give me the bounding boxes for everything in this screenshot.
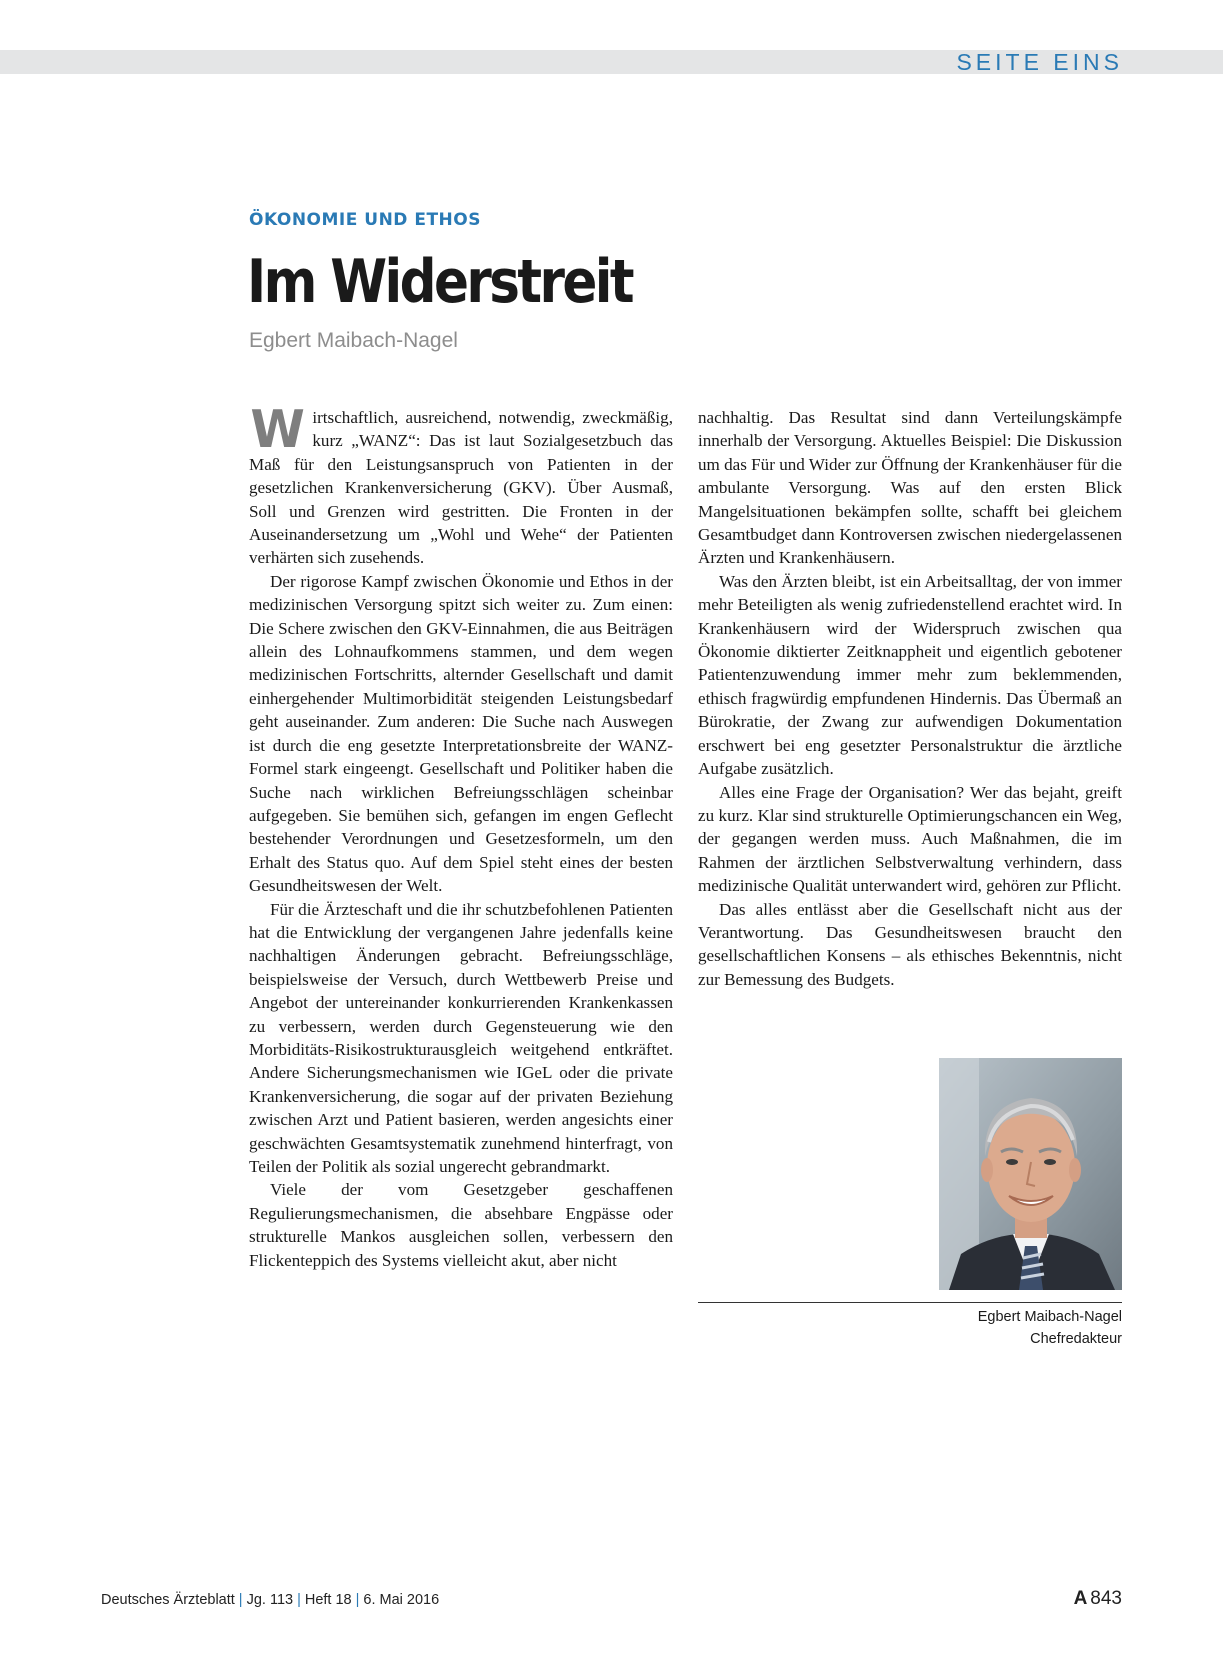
author-portrait <box>939 1058 1122 1290</box>
article-column-right <box>698 406 1122 991</box>
caption-name: Egbert Maibach-Nagel <box>977 1309 1122 1325</box>
footer-date: 6. Mai 2016 <box>363 1592 440 1608</box>
page-prefix: A <box>1073 1588 1088 1609</box>
footer-issue: Heft 18 <box>304 1592 352 1608</box>
footer-separator: | <box>238 1592 243 1608</box>
portrait-caption <box>978 1306 1122 1350</box>
article-paragraph <box>249 400 673 570</box>
article-kicker: ÖKONOMIE UND ETHOS <box>249 210 481 230</box>
footer-citation <box>101 1592 439 1608</box>
article-title: Im Widerstreit <box>247 247 632 317</box>
section-tag: SEITE EINS <box>956 49 1123 75</box>
page-number <box>1074 1588 1122 1610</box>
page-number-value: 843 <box>1090 1588 1122 1609</box>
paragraph-text: irtschaftlich, ausreichend, notwendig, zweckmäßig, kurz „WANZ“: Das ist laut Sozialgesetzbuch das Maß für den Leistungsanspruch von Patienten in der gesetzlichen Krankenversicherung (GKV). Über Ausmaß, Soll und Grenzen wird gestritten. Die Fronten in der Auseinandersetzung um „Wohl und Wehe“ der Patienten verhärten sich zusehends. <box>249 408 673 568</box>
drop-cap: W <box>250 400 305 460</box>
footer-journal: Deutsches Ärzteblatt <box>101 1592 235 1608</box>
article-column-left <box>249 400 673 1272</box>
article-paragraph: Das alles entlässt aber die Gesellschaft nicht aus der Verantwortung. Das Gesundheitswesen braucht den gesellschaftlichen Konsens – als ethisches Bekenntnis, nicht zur Bemessung des Budgets. <box>698 899 1122 989</box>
footer-volume: Jg. 113 <box>246 1592 294 1608</box>
article-paragraph: Viele der vom Gesetzgeber geschaffenen Regulierungsmechanismen, die absehbare Engpässe oder strukturelle Mankos ausgleichen sollen, verbessern den Flickenteppich des Systems vielleicht akut, aber nicht <box>249 1180 673 1270</box>
caption-rule <box>698 1302 1122 1303</box>
article-paragraph: Für die Ärzteschaft und die ihr schutzbefohlenen Patienten hat die Entwicklung der vergangenen Jahre jedenfalls keine nachhaltigen Änderungen gebracht. Befreiungsschläge, beispielsweise der Versuch, durch Wettbewerb Preise und Angebot der untereinander konkurrierenden Krankenkassen zu verbessern, werden durch Gegensteuerung wie den Morbiditäts-Risikostrukturausgleich weitgehend entkräftet. Andere Sicherungsmechanismen wie IGeL oder die private Krankenversicherung, die sogar auf der privaten Beziehung zwischen Arzt und Patient basieren, werden angesichts einer geschwächten Gesamtsystematik zunehmend hinterfragt, von Teilen der Politik als sozial ungerecht gebrandmarkt. <box>249 899 673 1176</box>
article-paragraph: nachhaltig. Das Resultat sind dann Verteilungskämpfe innerhalb der Versorgung. Aktuelles Beispiel: Die Diskussion um das Für und Wider zur Öffnung der Krankenhäuser für die ambulante Versorgung. Was auf den ersten Blick Mangelsituationen bekämpfen sollte, schafft bei gleichem Gesamtbudget dann Kontroversen zwischen niedergelassenen Ärzten und Krankenhäusern. <box>698 408 1123 568</box>
article-paragraph: Was den Ärzten bleibt, ist ein Arbeitsalltag, der von immer mehr Beteiligten als wenig zufriedenstellend erachtet wird. In Krankenhäusern wird der Widerspruch zwischen qua Ökonomie diktierter Zeitknappheit und eigentlich gebotener Patientenzuwendung immer mehr zum beklemmenden, ethisch fragwürdig empfundenen Hindernis. Das Übermaß an Bürokratie, der Zwang zur aufwendigen Dokumentation erschwert bei eng gesetzter Personalstruktur die ärztliche Aufgabe zusätzlich. <box>698 571 1122 779</box>
footer-separator: | <box>355 1592 360 1608</box>
article-paragraph: Der rigorose Kampf zwischen Ökonomie und Ethos in der medizinischen Versorgung spitzt sich weiter zu. Zum einen: Die Schere zwischen den GKV-Einnahmen, die aus Beiträgen allein des Lohnaufkommens stammen, und dem wegen medizinischen Fortschritts, alternder Gesellschaft und damit einhergehender Multimorbidität steigenden Leistungsbedarf geht auseinander. Zum anderen: Die Suche nach Auswegen ist durch die eng gesetzte Interpretationsbreite der WANZ-Formel stark eingeengt. Gesellschaft und Politiker haben die Suche nach wirklichen Befreiungsschlägen scheinbar aufgegeben. Sie bemühen sich, gefangen im engen Geflecht bestehender Verordnungen und Gesetzesformeln, um den Erhalt des Status quo. Auf dem Spiel steht eines der besten Gesundheitswesen der Welt. <box>249 571 673 896</box>
caption-role: Chefredakteur <box>1030 1331 1122 1347</box>
article-paragraph: Alles eine Frage der Organisation? Wer das bejaht, greift zu kurz. Klar sind strukturelle Optimierungschancen ein Weg, der gegangen werden muss. Auch Maßnahmen, die im Rahmen der ärztlichen Selbstverwaltung verhindern, dass medizinische Qualität unterwandert wird, gehören zur Pflicht. <box>698 782 1122 896</box>
article-author: Egbert Maibach-Nagel <box>249 329 458 352</box>
footer-separator: | <box>297 1592 301 1608</box>
